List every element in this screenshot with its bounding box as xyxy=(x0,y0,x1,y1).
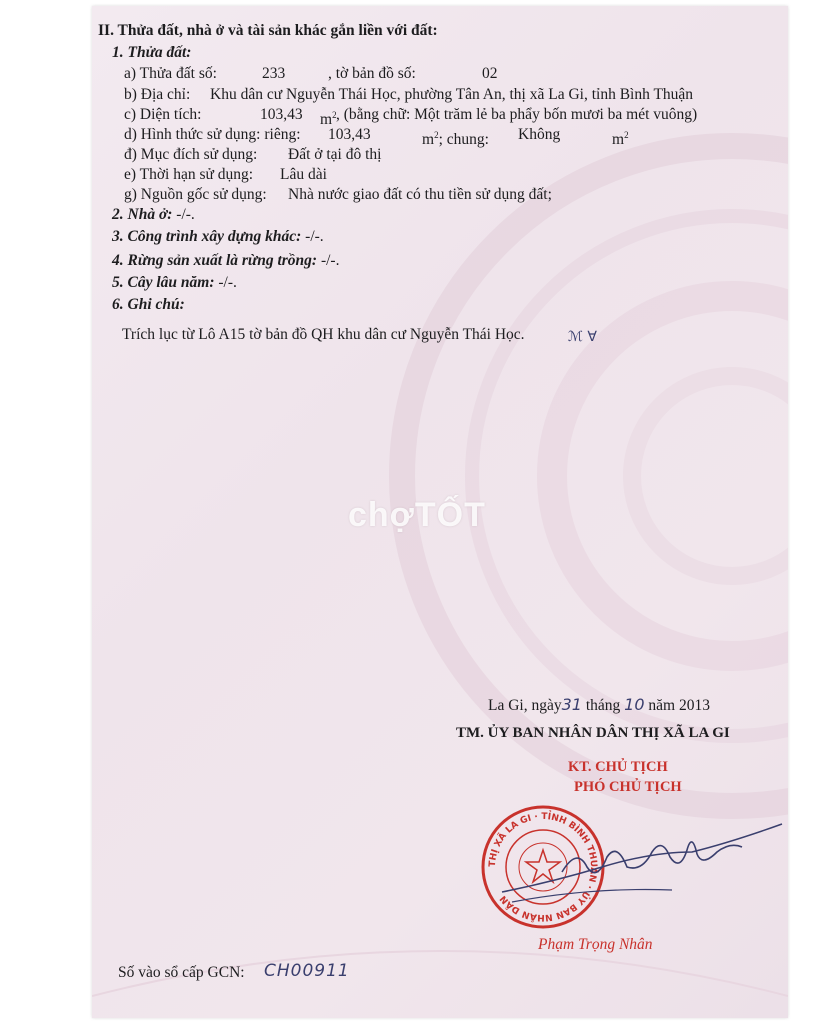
purpose-label: đ) Mục đích sử dụng: xyxy=(124,146,258,163)
parcel-number: 233 xyxy=(262,65,286,82)
area-unit: $m^2$ xyxy=(320,110,337,129)
signer-name: Phạm Trọng Nhân xyxy=(538,936,653,953)
place-date: La Gi, ngày31 tháng 10 năm 2013 xyxy=(488,695,710,714)
forest-row: 4. Rừng sản xuất là rừng trồng: -/-. xyxy=(112,252,340,269)
usage-private-area: 103,43 xyxy=(328,126,371,143)
map-sheet-number: 02 xyxy=(482,65,498,82)
origin-label: g) Nguồn gốc sử dụng: xyxy=(124,186,267,203)
watermark: chợTỐT xyxy=(348,496,486,534)
role-pho-chu-tich: PHÓ CHỦ TỊCH xyxy=(574,779,682,795)
usage-form-label: d) Hình thức sử dụng: riêng: xyxy=(124,126,301,143)
role-kt-chu-tich: KT. CHỦ TỊCH xyxy=(568,759,668,775)
origin-value: Nhà nước giao đất có thu tiền sử dụng đất; xyxy=(288,186,552,203)
authority-name: TM. ỦY BAN NHÂN DÂN THỊ XÃ LA GI xyxy=(456,725,730,741)
notes-initials: ℳ ∀ xyxy=(568,329,597,345)
construction-row: 3. Công trình xây dựng khác: -/-. xyxy=(112,228,324,245)
purpose-value: Đất ở tại đô thị xyxy=(288,146,382,163)
registry-number: CH00911 xyxy=(264,961,350,981)
notes-text: Trích lục từ Lô A15 tờ bản đồ QH khu dân cư Nguyễn Thái Học. xyxy=(122,326,525,343)
parcel-heading: 1. Thửa đất: xyxy=(112,44,192,61)
seal-ring-text: THỊ XÃ LA GI · TỈNH BÌNH THUẬN · ỦY BAN NHÂN DÂN xyxy=(487,811,599,923)
notes-heading: 6. Ghi chú: xyxy=(112,296,185,313)
registry-label: Số vào sổ cấp GCN: xyxy=(118,964,245,981)
signature-scribble xyxy=(492,812,788,912)
term-label: e) Thời hạn sử dụng: xyxy=(124,166,254,183)
usage-shared-unit: $m^2$ xyxy=(612,130,629,149)
usage-shared-label: $m^2$; chung: xyxy=(422,130,489,149)
address-label: b) Địa chỉ: xyxy=(124,86,191,103)
house-row: 2. Nhà ở: -/-. xyxy=(112,206,195,223)
area-label: c) Diện tích: xyxy=(124,106,202,123)
area-value: 103,43 xyxy=(260,106,303,123)
map-sheet-label: , tờ bản đồ số: xyxy=(328,65,416,82)
certificate-page xyxy=(92,6,788,1018)
trees-row: 5. Cây lâu năm: -/-. xyxy=(112,274,237,291)
parcel-number-label: a) Thửa đất số: xyxy=(124,65,217,82)
term-value: Lâu dài xyxy=(280,166,327,183)
usage-shared-value: Không xyxy=(518,126,561,143)
area-in-words: , (bằng chữ: Một trăm lẻ ba phẩy bốn mươi ba mét vuông) xyxy=(336,106,698,123)
section-title: II. Thửa đất, nhà ở và tài sản khác gắn liền với đất: xyxy=(98,22,438,39)
address-value: Khu dân cư Nguyễn Thái Học, phường Tân An, thị xã La Gi, tỉnh Bình Thuận xyxy=(210,86,694,103)
